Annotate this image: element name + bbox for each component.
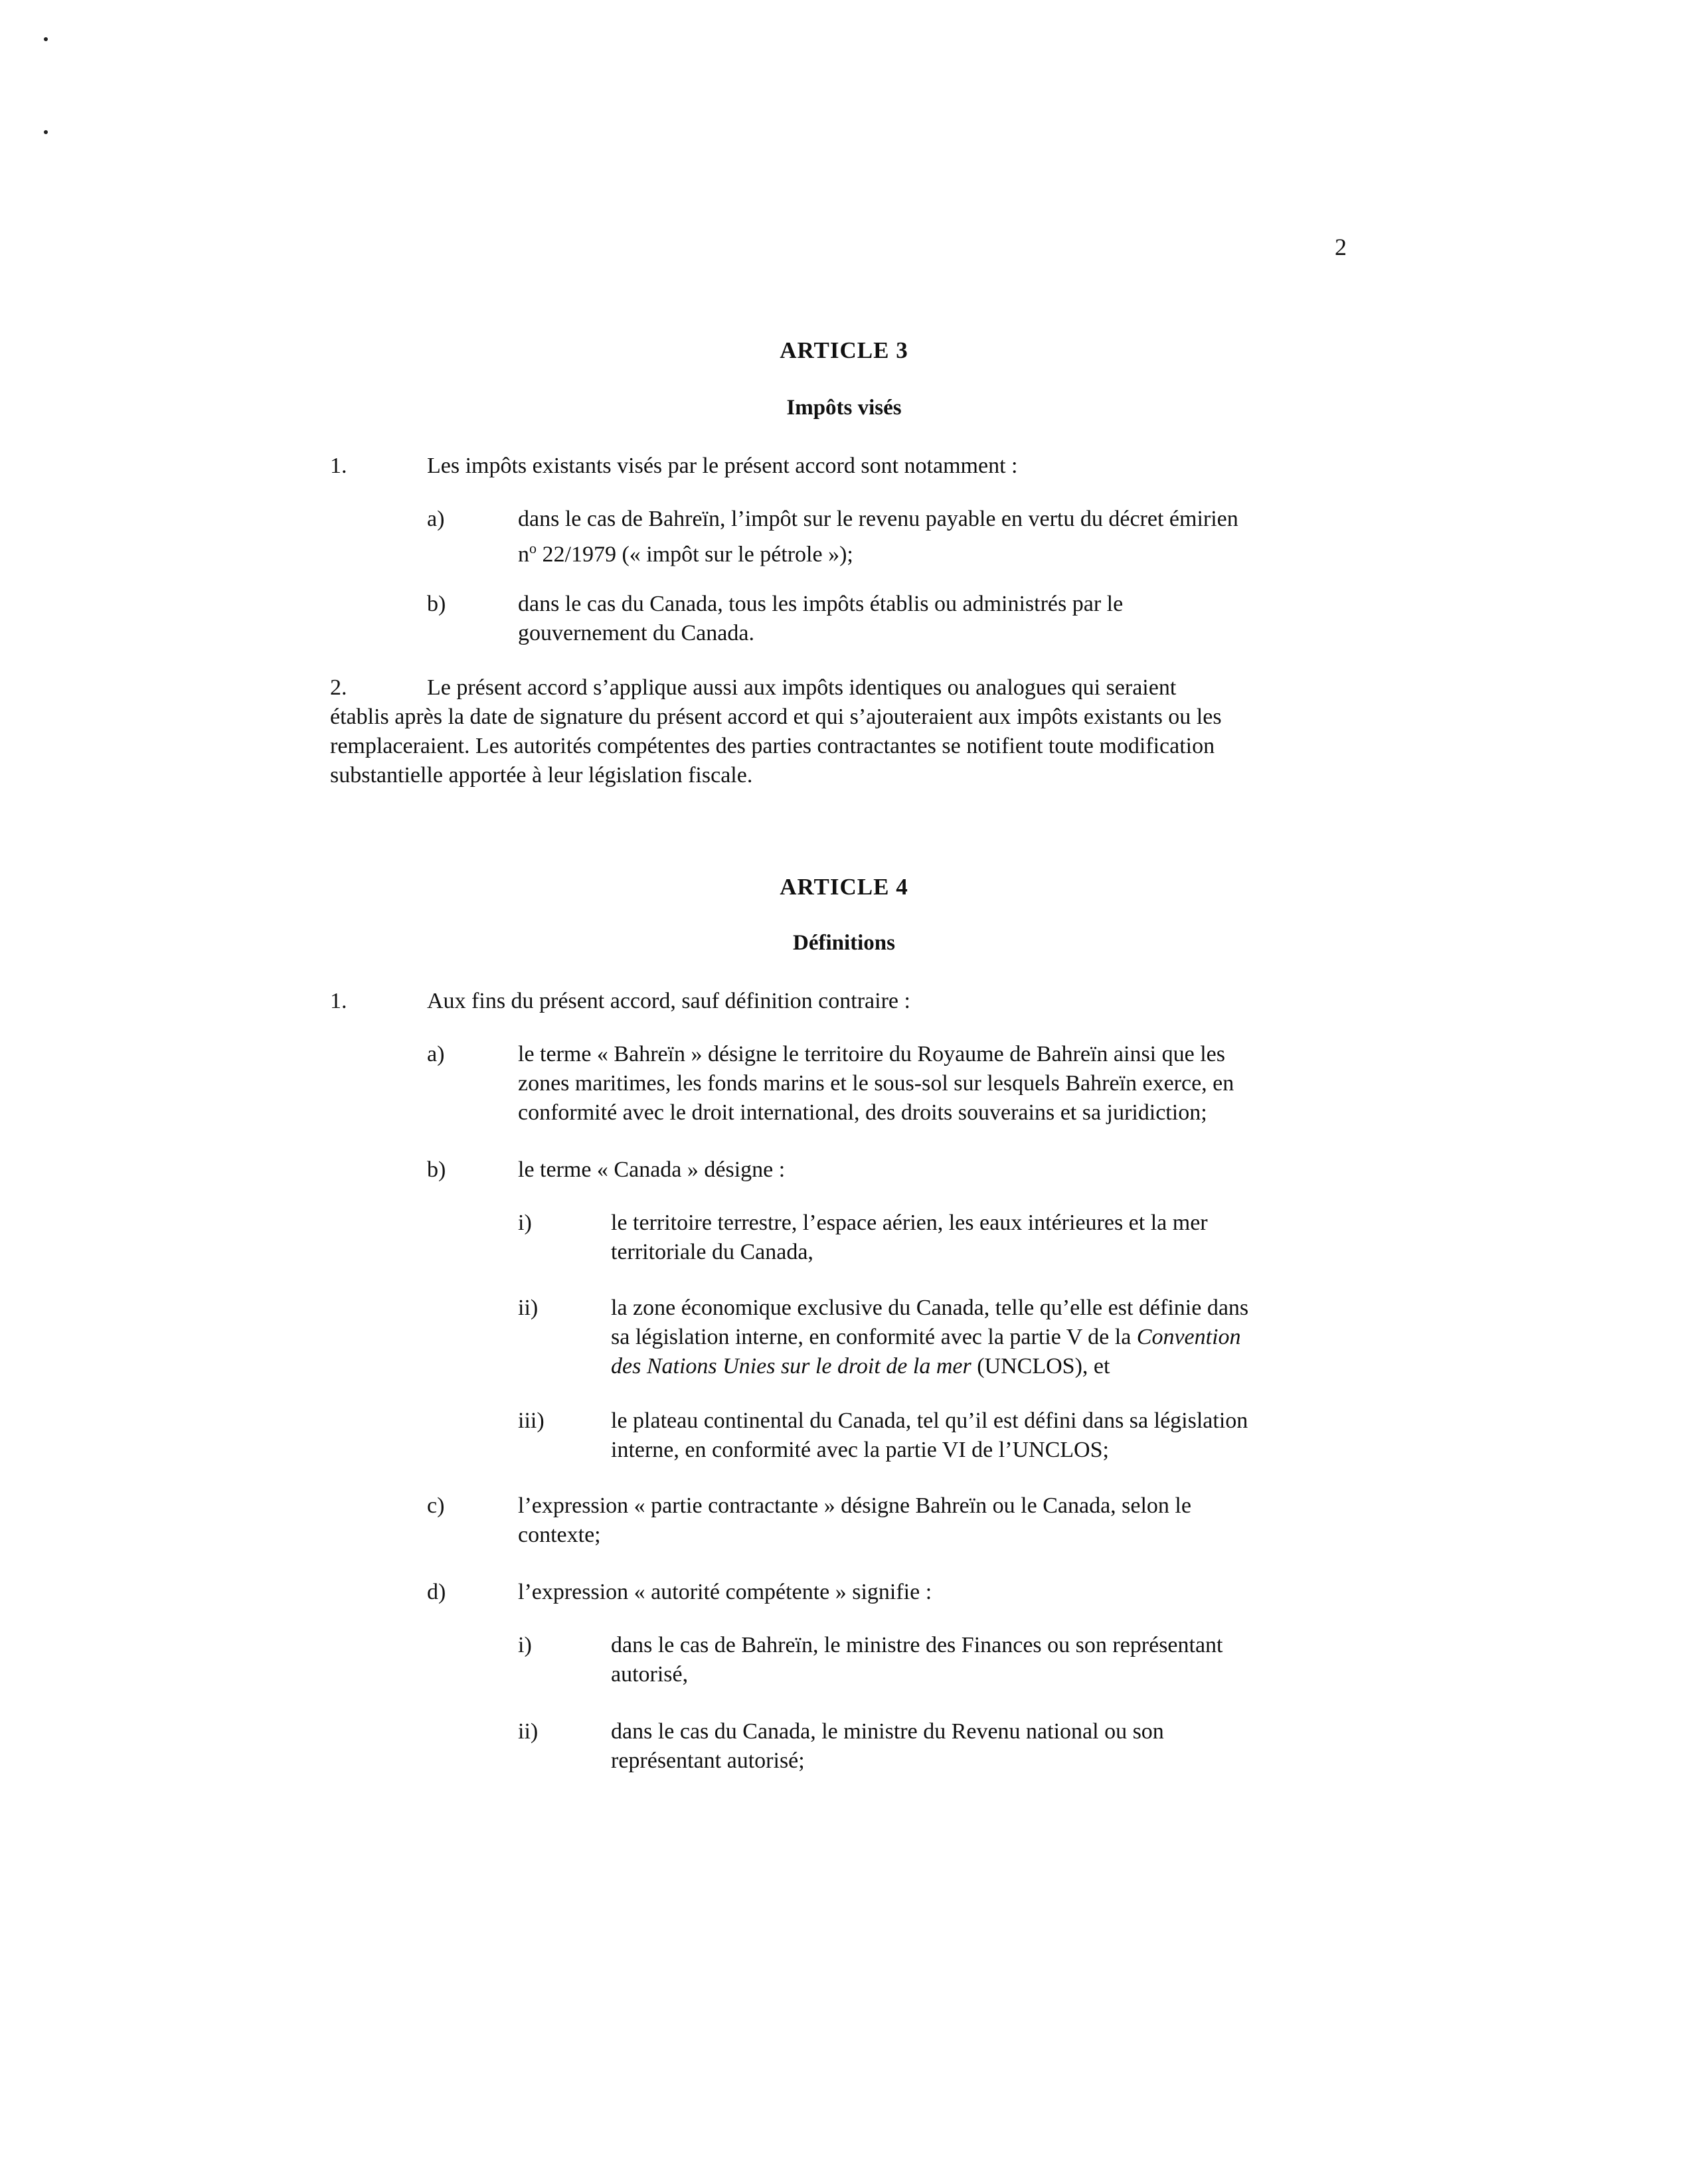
item-text [518, 1040, 1234, 1128]
subitem-line: le plateau continental du Canada, tel qu’il est défini dans sa législation [611, 1408, 1248, 1433]
item-line: $n^o$ 22/1979 (« impôt sur le pétrole »); [518, 540, 853, 567]
subitem-text [611, 1717, 1164, 1776]
item-line: dans le cas de Bahreïn, l’impôt sur le revenu payable en vertu du décret émirien [518, 507, 1238, 531]
subitem-text [611, 1294, 1248, 1381]
item-label: a) [427, 507, 445, 531]
item-line: le terme « Bahreïn » désigne le territoire du Royaume de Bahreïn ainsi que les [518, 1042, 1225, 1066]
scan-speck [44, 130, 48, 134]
subitem-line: interne, en conformité avec la partie VI de l’UNCLOS; [611, 1438, 1109, 1462]
subitem-line: le territoire terrestre, l’espace aérien, les eaux intérieures et la mer [611, 1211, 1208, 1235]
paragraph-line: établis après la date de signature du présent accord et qui s’ajouteraient aux impôts existants ou les [330, 705, 1222, 729]
paragraph-line: 2. Le présent accord s’applique aussi aux impôts identiques ou analogues qui seraient [330, 675, 1177, 700]
item-line: gouvernement du Canada. [518, 621, 754, 645]
article-4-title: ARTICLE 4 [780, 874, 908, 900]
item-label: d) [427, 1580, 446, 1604]
subitem-line: autorisé, [611, 1662, 689, 1687]
subitem-label: ii) [518, 1296, 539, 1320]
subitem-line: des Nations Unies sur le droit de la mer (UNCLOS), et [611, 1354, 1110, 1379]
item-label: b) [427, 1157, 446, 1182]
subitem-line: dans le cas du Canada, le ministre du Revenu national ou son [611, 1719, 1164, 1744]
article-3-title: ARTICLE 3 [780, 337, 908, 363]
item-label: c) [427, 1493, 445, 1518]
subitem-label: i) [518, 1633, 532, 1657]
subitem-line: représentant autorisé; [611, 1748, 805, 1773]
item-line: contexte; [518, 1523, 601, 1547]
article-4-subtitle: Définitions [792, 931, 895, 955]
paragraph-number: 1. [330, 454, 347, 478]
item-label: a) [427, 1042, 445, 1066]
item-text: l’expression « autorité compétente » signifie : [518, 1580, 932, 1604]
item-line: l’expression « partie contractante » désigne Bahreïn ou le Canada, selon le [518, 1493, 1191, 1518]
item-text: le terme « Canada » désigne : [518, 1157, 786, 1182]
subitem-line: la zone économique exclusive du Canada, telle qu’elle est définie dans [611, 1296, 1249, 1320]
paragraph-line: substantielle apportée à leur législation fiscale. [330, 763, 753, 788]
subitem-label: i) [518, 1211, 532, 1235]
item-text [518, 505, 1238, 569]
item-text [518, 590, 1123, 648]
paragraph-text: Aux fins du présent accord, sauf définition contraire : [427, 989, 910, 1013]
article-3-subtitle: Impôts visés [786, 396, 902, 420]
subitem-text [611, 1406, 1248, 1465]
subitem-label: iii) [518, 1408, 545, 1433]
subitem-line: territoriale du Canada, [611, 1240, 813, 1264]
subitem-line: sa législation interne, en conformité avec la partie V de la Convention [611, 1325, 1241, 1349]
paragraph-2 [330, 673, 1222, 790]
subitem-label: ii) [518, 1719, 539, 1744]
page-number: 2 [1335, 234, 1347, 260]
paragraph-number: 1. [330, 989, 347, 1013]
paragraph-line: remplaceraient. Les autorités compétentes des parties contractantes se notifient toute modification [330, 734, 1215, 758]
item-line: dans le cas du Canada, tous les impôts établis ou administrés par le [518, 592, 1124, 616]
item-text [518, 1491, 1191, 1550]
item-label: b) [427, 592, 446, 616]
subitem-line: dans le cas de Bahreïn, le ministre des Finances ou son représentant [611, 1633, 1223, 1657]
subitem-text [611, 1631, 1223, 1689]
scan-speck [44, 37, 48, 41]
item-line: zones maritimes, les fonds marins et le sous-sol sur lesquels Bahreïn exerce, en [518, 1071, 1234, 1096]
paragraph-text: Les impôts existants visés par le présent accord sont notamment : [427, 454, 1018, 478]
subitem-text [611, 1209, 1208, 1267]
item-line: conformité avec le droit international, des droits souverains et sa juridiction; [518, 1100, 1207, 1125]
